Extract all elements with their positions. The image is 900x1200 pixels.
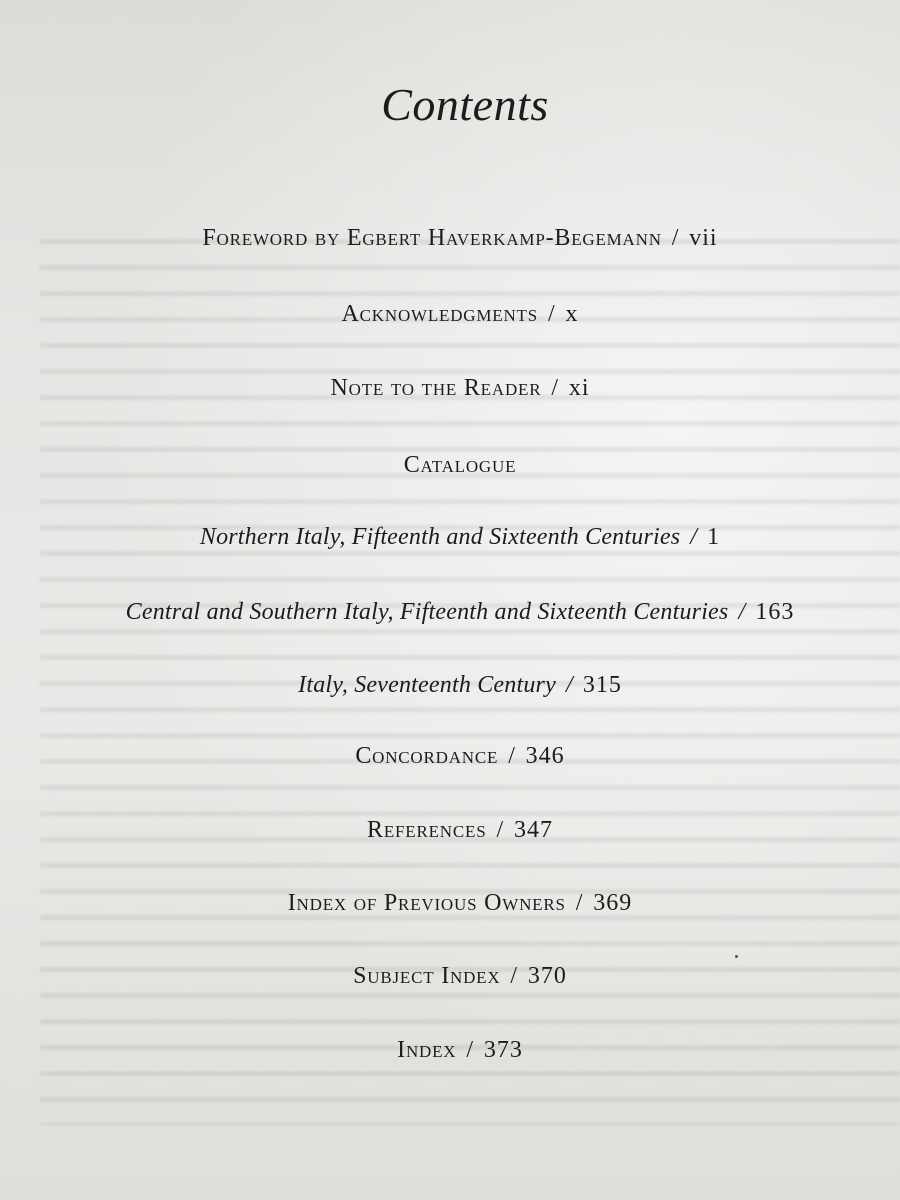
paper-speck — [735, 955, 738, 958]
toc-entry-label: Northern Italy, Fifteenth and Sixteenth Centuries — [199, 524, 681, 550]
toc-entry-label: Note to the Reader — [330, 375, 542, 401]
page-title: Contents — [381, 79, 549, 130]
toc-entry-index — [0, 1035, 900, 1065]
toc-entry-label: Concordance — [355, 743, 499, 769]
toc-separator: / — [690, 524, 698, 550]
toc-entry-label: Acknowledgments — [341, 301, 539, 327]
toc-separator: / — [551, 375, 559, 401]
toc-entry-label: Index of Previous Owners — [287, 890, 566, 916]
toc-entry-label: Central and Southern Italy, Fifteenth and Sixteenth Centuries — [125, 599, 729, 625]
toc-entry-seventeenth-century — [0, 670, 900, 700]
toc-page-number: 1 — [707, 524, 721, 550]
toc-page-number: x — [565, 301, 579, 327]
toc-page-number: 373 — [483, 1037, 523, 1063]
toc-separator: / — [466, 1037, 474, 1063]
toc-entry-note-to-reader — [0, 373, 900, 403]
toc-page-number: xi — [568, 375, 590, 401]
toc-page-number: 369 — [593, 890, 633, 916]
toc-entry-label: Subject Index — [353, 963, 501, 989]
toc-page-number: vii — [689, 225, 718, 251]
toc-entry-subject-index — [0, 961, 900, 991]
toc-separator: / — [575, 890, 584, 916]
toc-entry-central-southern-italy — [0, 597, 900, 627]
toc-entry-index-previous-owners — [0, 888, 900, 918]
toc-entry-northern-italy — [0, 522, 900, 552]
toc-entry-label: Italy, Seventeenth Century — [298, 672, 556, 698]
toc-section-label: Catalogue — [403, 452, 517, 478]
toc-entry-label: Index — [397, 1037, 457, 1063]
toc-page-number: 347 — [513, 817, 553, 843]
toc-entry-references — [0, 815, 900, 845]
toc-separator: / — [508, 743, 516, 769]
toc-entry-label: References — [367, 817, 487, 843]
toc-entry-label: Foreword by Egbert Haverkamp-Begemann — [202, 225, 662, 251]
toc-separator: / — [565, 672, 573, 698]
toc-entry-concordance — [0, 741, 900, 771]
toc-separator: / — [496, 817, 504, 843]
toc-page-number: 346 — [525, 743, 565, 769]
toc-separator: / — [738, 599, 746, 625]
toc-entry-acknowledgments — [0, 299, 900, 329]
toc-page-number: 315 — [582, 672, 622, 698]
toc-entry-foreword — [0, 223, 900, 253]
toc-page-number: 370 — [527, 963, 567, 989]
toc-section-catalogue — [0, 450, 900, 480]
toc-page-number: 163 — [755, 599, 795, 625]
toc-separator: / — [548, 301, 556, 327]
toc-separator: / — [671, 225, 680, 251]
toc-separator: / — [510, 963, 518, 989]
